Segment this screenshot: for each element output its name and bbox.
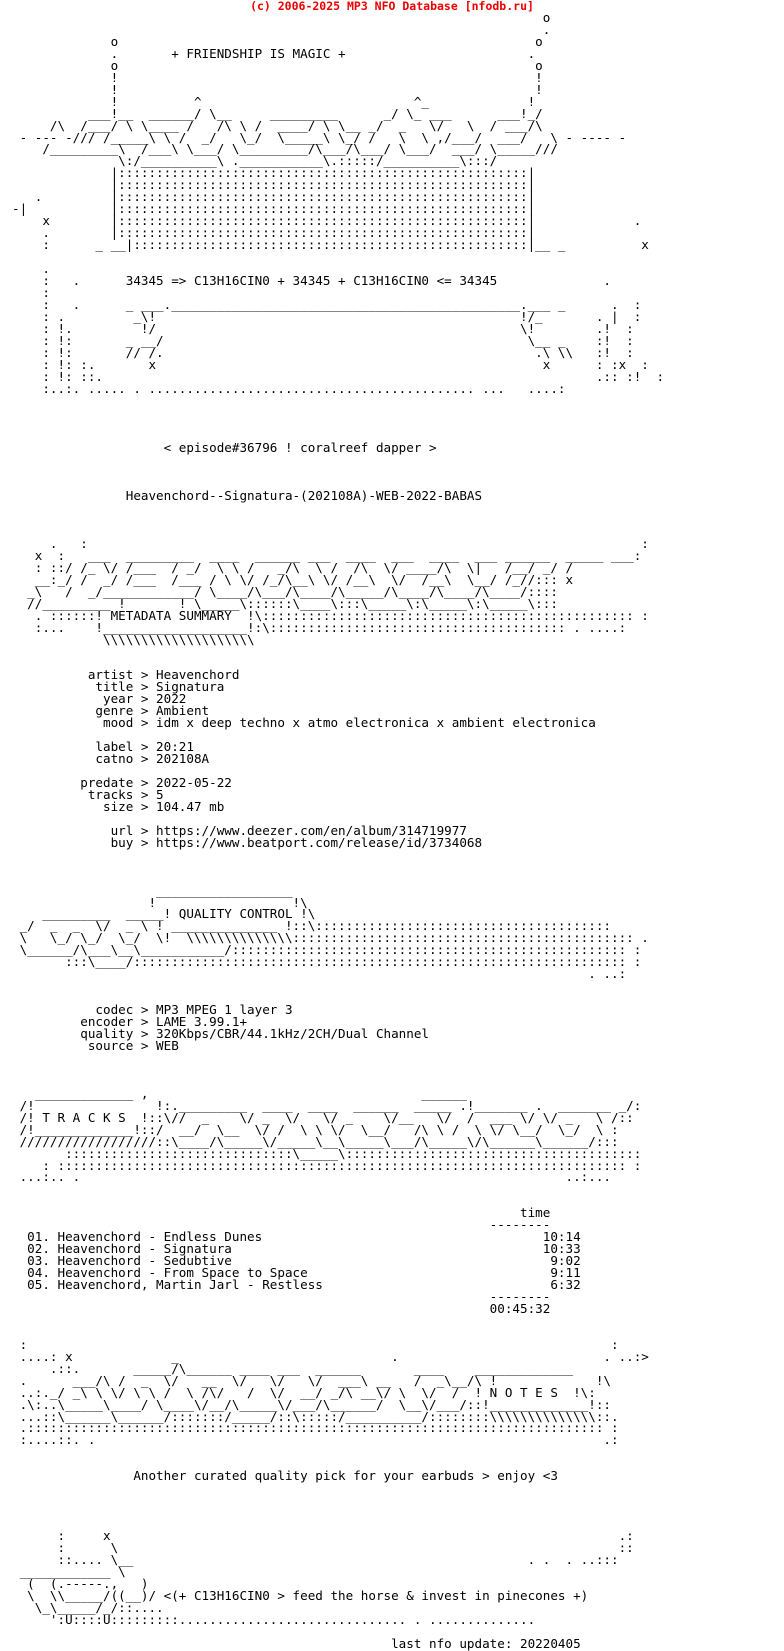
nfo-line: \:/__________\ .___________\.:::::/__________\:::/ <box>12 153 498 169</box>
nfo-line: . ::::::! METADATA SUMMARY !\::::::::::::::::::::::::::::::::::::::::::::::::: : <box>12 607 649 623</box>
nfo-line: Heavenchord--Signatura-(202108A)-WEB-2022-BABAS <box>12 488 483 504</box>
nfo-line: < episode#36796 ! coralreef dapper > <box>12 440 437 456</box>
nfo-line: -------- <box>12 1288 551 1304</box>
nfo-line: . ..: <box>12 966 627 982</box>
nfo-text-block <box>12 12 664 1650</box>
nfo-line: : !: _ __/ \__ _ :! : <box>12 332 634 348</box>
nfo-line: _____________ , ______ <box>12 1085 634 1101</box>
nfo-line: : <box>12 284 50 300</box>
nfo-line: 02. Heavenchord - Signatura 10:33 <box>12 1241 581 1257</box>
nfo-line: /!_____________!::/ __/ \__ \/ / \ \ \/ \__/ /\ \ / \ \/ \__/ \_/ \ : <box>12 1121 619 1137</box>
nfo-line: :::\____/::::::::::::::::::::::::::::::::::::::::::::::::::::::::::::::::: : <box>12 954 642 970</box>
nfo-line: |::::::::::::::::::::::::::::::::::::::::::::::::::::::| <box>12 177 536 193</box>
nfo-line: .\:..\_____\____/ \____\/__/\_____\/___/\______/ \__\/___/::!_____________!:: <box>12 1396 611 1412</box>
nfo-line: : . _\! !/_ . | : <box>12 308 642 324</box>
nfo-line: ::::::::::::::::::::::::::::::\_____\::::::::::::::::::::::::::::::::::::::: <box>12 1145 642 1161</box>
nfo-line: predate > 2022-05-22 <box>12 775 232 790</box>
nfo-line: _\ / _/____________/ \____/\___/\____/\_____/\____/\____/\____/:::: <box>12 583 558 599</box>
nfo-line: mood > idm x deep techno x atmo electronica x ambient electronica <box>12 715 596 731</box>
nfo-line: ..:._/ _\ \ \/ \ \ / \ /\/ / \/ __/ _/\ __\/ \ \/ / ! N O T E S !\: <box>12 1384 596 1400</box>
nfo-line: . ___/\ / _ \/ __ \/ \/ \/ ___\ __ / _\__/\ ! !\ <box>12 1372 611 1388</box>
nfo-line: : \ :: <box>12 1540 634 1555</box>
nfo-line: o <box>12 10 551 25</box>
nfo-line: tracks > 5 <box>12 786 164 802</box>
nfo-line: //////////////////::\____/\_____\/_____\__\_____\___/\_____\/\______\______/::: <box>12 1133 619 1149</box>
nfo-line: - --- -/// /_____\ \ / _/ \_/ \_____\ \_/ / \ \ ,/___/ ___/ \ - ---- - <box>12 129 627 145</box>
nfo-line: . |::::::::::::::::::::::::::::::::::::::::::::::::::::::| <box>12 225 536 241</box>
nfo-line: catno > 202108A <box>12 751 210 767</box>
nfo-line: -------- <box>12 1217 551 1233</box>
nfo-line: __:_/ / _/ /___ /___ / \ \/ /_/\__\ \/ /__\ \/ /__\ \__/ /_//::: x <box>12 571 574 587</box>
nfo-line: : : <box>12 1336 619 1352</box>
nfo-line: year > 2022 <box>12 691 187 707</box>
nfo-line: ::.... \__ . . . ..::: <box>12 1551 619 1567</box>
nfo-line: quality > 320Kbps/CBR/44.1kHz/2CH/Dual Channel <box>12 1026 430 1042</box>
nfo-line: ...:.. . ..:... <box>12 1169 611 1185</box>
nfo-line: : !: ::. .:: :! : <box>12 368 665 384</box>
nfo-line: label > 20:21 <box>12 739 194 755</box>
nfo-line: 03. Heavenchord - Sedubtive 9:02 <box>12 1253 581 1269</box>
nfo-line: \_\_____/_/::.... <box>12 1599 164 1615</box>
nfo-line: 05. Heavenchord, Martin Jarl - Restless 6:32 <box>12 1277 581 1293</box>
nfo-line: : ::/ /_ \/ /___ / _/ \ \ / _/\ \ / /\ \/ ____/\ \| /__/ _/ / <box>12 559 574 575</box>
nfo-line: genre > Ambient <box>12 703 210 719</box>
copyright-header: (c) 2006-2025 MP3 NFO Database [nfodb.ru] <box>250 0 534 13</box>
nfo-line: time <box>12 1205 551 1221</box>
nfo-line: ...::\______\______/:::::::/_____/::\:::::/__________/::::::::\\\\\\\\\\\\\\::. <box>12 1408 619 1424</box>
nfo-line: /! T R A C K S !::\// _ \/ _ \/ \/ _ \/__ \/ / ___ \/ \/ _ \ /:: <box>12 1109 634 1125</box>
nfo-line: 04. Heavenchord - From Space to Space 9:11 <box>12 1265 581 1281</box>
nfo-line: 01. Heavenchord - Endless Dunes 10:14 <box>12 1229 581 1245</box>
nfo-line: :..:. ..... . ........................................... ... ....: <box>12 380 566 396</box>
nfo-line: . : : <box>12 535 649 551</box>
nfo-line: ( (.-----., ) <box>12 1575 149 1591</box>
nfo-line: //_________ ! ! \_____\::::::\____\:::\_____\:\_____\:\_____\::: <box>12 595 558 611</box>
nfo-line: ____________ \ <box>12 1563 126 1579</box>
nfo-line: ....: x _ . . ..:> <box>12 1348 649 1364</box>
nfo-line: o o <box>12 57 543 73</box>
nfo-line: buy > https://www.beatport.com/release/id/3734068 <box>12 834 483 850</box>
nfo-line: \ \\_____/((__)/ <(+ C13H16CIN0 > feed the horse & invest in pinecones +) <box>12 1587 589 1603</box>
nfo-line: -| |::::::::::::::::::::::::::::::::::::::::::::::::::::::| <box>12 201 536 217</box>
nfo-line: _________ _____! QUALITY CONTROL !\ <box>12 906 316 922</box>
nfo-line: o o <box>12 33 543 49</box>
nfo-line: .:::::::::::::::::::::::::::::::::::::::::::::::::::::::::::::::::::::::::::: : <box>12 1420 619 1436</box>
nfo-line: source > WEB <box>12 1037 179 1053</box>
nfo-line: /\ /___/ \ \____ / /\ \ / ____/ \ \__ _/ _ \/ \ / ___/\ <box>12 117 543 133</box>
nfo-line: Another curated quality pick for your earbuds > enjoy <3 <box>12 1468 558 1484</box>
nfo-line: size > 104.47 mb <box>12 798 225 814</box>
nfo-line: /! !:._________ ____ ____ ______ _____ .!_______ . _______ _/: <box>12 1097 642 1113</box>
nfo-line: : !. !/ \! .! : <box>12 320 634 336</box>
nfo-line: . + FRIENDSHIP IS MAGIC + . <box>12 45 536 61</box>
nfo-line: \ \_/ \_/ \_/ \! \\\\\\\\\\\\\\::::::::::::::::::::::::::::::::::::::::::::: . <box>12 930 649 946</box>
nfo-line: ___!__ ______/ \__ _________ _/ \_ ___ ___!_/ <box>12 105 543 121</box>
nfo-line: :....::. . .: <box>12 1432 619 1448</box>
nfo-line: . <box>12 261 50 277</box>
nfo-line: codec > MP3 MPEG 1 layer 3 <box>12 1002 293 1018</box>
nfo-line: : . _ ___.______________________________________________.___ _ . : <box>12 296 642 312</box>
nfo-line: . <box>12 21 551 37</box>
nfo-line: x |::::::::::::::::::::::::::::::::::::::::::::::::::::::| . <box>12 213 642 229</box>
nfo-line: ! ! <box>12 81 543 97</box>
nfo-line: . |::::::::::::::::::::::::::::::::::::::::::::::::::::::| <box>12 189 536 205</box>
nfo-line: ! !\ <box>12 894 308 910</box>
nfo-line: : . 34345 => C13H16CIN0 + 34345 + C13H16CIN0 <= 34345 . <box>12 272 611 288</box>
nfo-line: _/ _ _ \/ _ \ ! ______________ !::\::::::::::::::::::::::::::::::::::::::: <box>12 918 611 934</box>
nfo-line: :... !___________________!:\::::::::::::::::::::::::::::::::::::::: . ....: <box>12 619 627 635</box>
nfo-line: x : ___ _________ ____ ______ ___ ____ ___ ____ ___ ______ _____ ___: <box>12 547 642 563</box>
nfo-line: /_________\ /___\ \___/ \_________/\___/\___/ \___/ ___/ \_____/// <box>12 141 558 157</box>
nfo-line: : ::::::::::::::::::::::::::::::::::::::::::::::::::::::::::::::::::::::::::: : <box>12 1157 642 1173</box>
nfo-line: title > Signatura <box>12 679 225 695</box>
nfo-line: : _ __|::::::::::::::::::::::::::::::::::::::::::::::::::::|__ _ x <box>12 237 649 253</box>
nfo-line: ':U::::U:::::::::.............................. . .............. <box>12 1611 536 1627</box>
nfo-line: : !: :. x x : :x : <box>12 356 649 372</box>
nfo-line: __________________ <box>12 882 293 898</box>
nfo-line: ! ^ ^_ ! <box>12 93 536 109</box>
nfo-line: |::::::::::::::::::::::::::::::::::::::::::::::::::::::| <box>12 165 536 181</box>
nfo-line: : x .: <box>12 1528 634 1544</box>
nfo-line: \\\\\\\\\\\\\\\\\\\\ <box>12 631 255 647</box>
nfo-line: : !: // /. .\ \\ :! : <box>12 344 634 360</box>
nfo-line: url > https://www.deezer.com/en/album/314719977 <box>12 822 467 838</box>
nfo-line: ! ! <box>12 69 543 85</box>
nfo-line: artist > Heavenchord <box>12 667 240 683</box>
nfo-line: last nfo update: 20220405 <box>12 1635 581 1651</box>
nfo-line: \______/\___\__\___________/:::::::::::::::::::::::::::::::::::::::::::::::::::: : <box>12 942 642 958</box>
nfo-line: encoder > LAME 3.99.1+ <box>12 1014 248 1030</box>
nfo-line: .::. _____/\______ ____ ___ ______ ____ _____________ <box>12 1360 574 1376</box>
nfo-line: 00:45:32 <box>12 1300 551 1316</box>
